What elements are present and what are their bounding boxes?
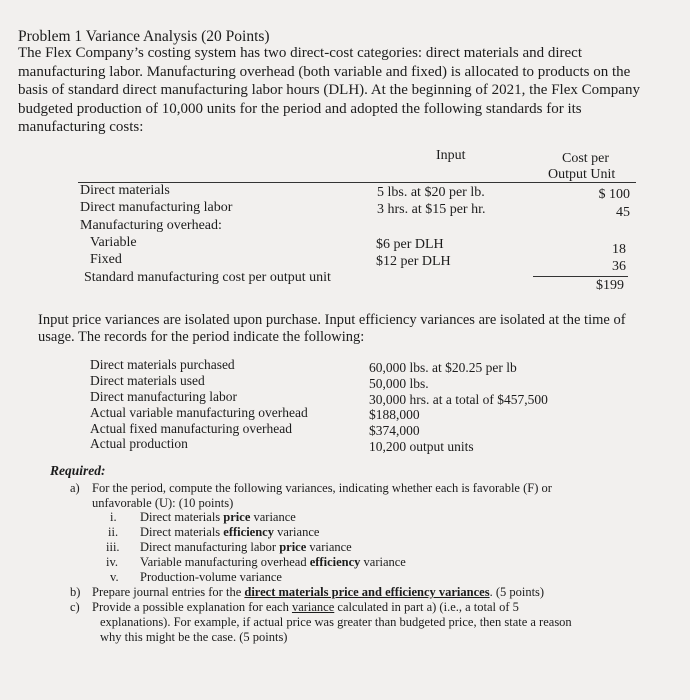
variance-item-number: ii. [108,525,119,539]
part-c-text-line2: explanations). For example, if actual price was greater than budgeted price, then state a reason [100,615,572,629]
variance-item-number: v. [110,570,119,584]
actual-label: Actual fixed manufacturing overhead [90,421,293,436]
variance-item: Variable manufacturing overhead efficiency variance [140,555,406,569]
variance-item-number: i. [110,510,117,524]
row-label-fixed: Fixed [90,252,122,267]
variance-item: Direct materials price variance [140,510,296,524]
actual-value: 60,000 lbs. at $20.25 per lb [369,360,517,375]
variance-item: Direct manufacturing labor price variance [140,540,352,554]
part-a-text-line1: For the period, compute the following variances, indicating whether each is favorable (F) or [92,481,552,495]
isolation-paragraph: Input price variances are isolated upon purchase. Input efficiency variances are isolated at the time of usage. The records for the period indicate the following: [38,312,626,345]
actual-label: Direct materials used [90,373,205,388]
row-label-variable: Variable [90,235,137,250]
col-header-input: Input [436,148,466,163]
actual-label: Actual production [90,436,188,451]
actual-label: Direct materials purchased [90,357,235,372]
row-cost-fixed: 36 [612,259,626,274]
variance-item: Direct materials efficiency variance [140,525,320,539]
row-label-direct-materials: Direct materials [80,183,170,198]
total-value: $199 [596,278,624,293]
row-label-direct-labor: Direct manufacturing labor [80,200,233,215]
actual-label: Direct manufacturing labor [90,389,237,404]
part-c-marker: c) [70,600,80,614]
variance-item: Production-volume variance [140,570,282,584]
col-header-cost-line1: Cost per [562,151,610,166]
actual-value: $374,000 [369,423,420,438]
row-input-direct-materials: 5 lbs. at $20 per lb. [377,185,485,200]
actual-value: 10,200 output units [369,439,474,454]
required-heading: Required: [50,463,106,478]
part-b-text: Prepare journal entries for the direct materials price and efficiency variances. (5 points) [92,585,545,599]
intro-paragraph: The Flex Company’s costing system has two direct-cost categories: direct materials and direct manufacturing labor. Manufacturing overhead (both variable and fixed) is allocated to products on the basis of standard direct manufacturing labor hours (DLH). At the beginning of 2021, the Flex Company budgeted production of 10,000 units for the period and adopted the following standards for its manufacturing costs: [18,45,640,135]
actual-value: $188,000 [369,407,420,422]
row-input-fixed: $12 per DLH [376,254,451,269]
problem-title: Problem 1 Variance Analysis (20 Points) [18,28,270,45]
row-input-variable: $6 per DLH [376,237,444,252]
row-cost-direct-labor: 45 [616,205,630,220]
col-header-cost-line2: Output Unit [548,167,616,182]
part-a-marker: a) [70,481,80,495]
row-input-direct-labor: 3 hrs. at $15 per hr. [377,202,486,217]
actual-label: Actual variable manufacturing overhead [90,405,308,420]
actual-value: 30,000 hrs. at a total of $457,500 [369,392,548,407]
part-a-text-line2: unfavorable (U): (10 points) [92,496,234,510]
part-c-text-line3: why this might be the case. (5 points) [100,630,288,644]
row-label-mfg-overhead: Manufacturing overhead: [80,218,222,233]
variance-item-number: iii. [106,540,120,554]
actual-value: 50,000 lbs. [369,376,429,391]
row-cost-variable: 18 [612,242,626,257]
total-label: Standard manufacturing cost per output unit [84,270,331,285]
total-rule [533,276,628,277]
part-b-marker: b) [70,585,81,599]
part-c-text-line1: Provide a possible explanation for each variance calculated in part a) (i.e., a total of 5 [92,600,519,614]
variance-item-number: iv. [106,555,119,569]
row-cost-direct-materials: $ 100 [598,187,630,202]
